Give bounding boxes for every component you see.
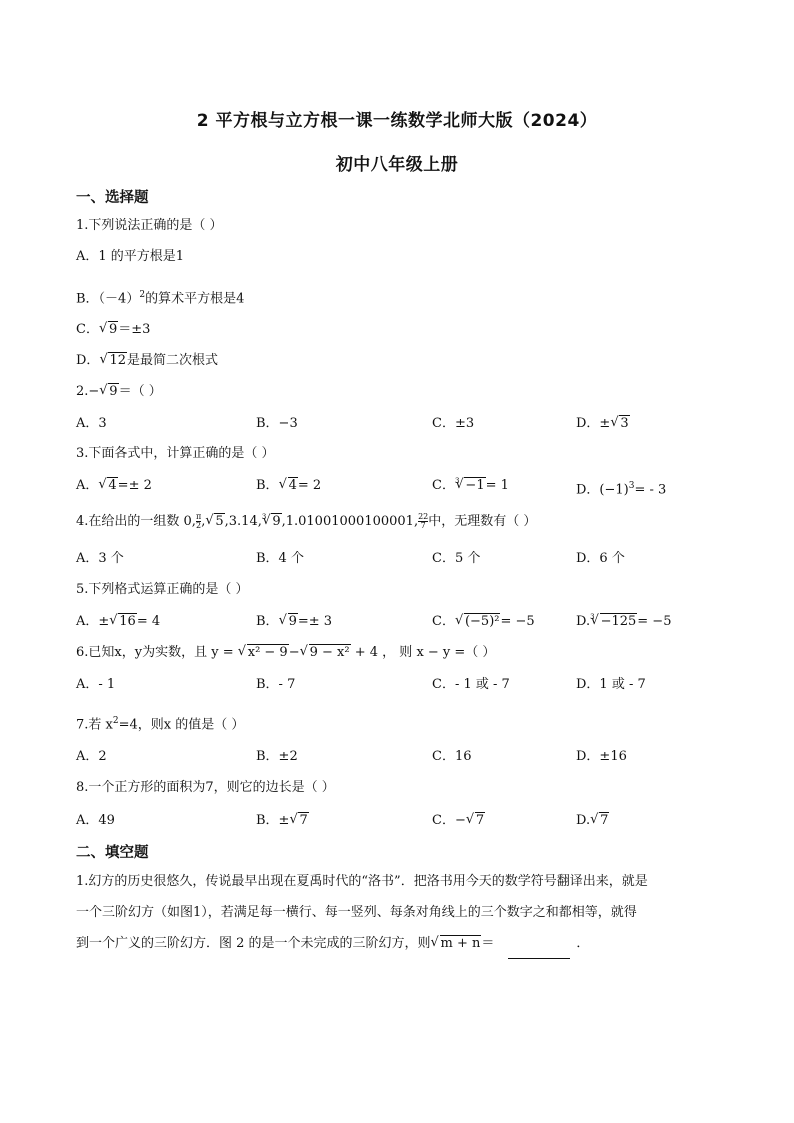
q3-option-d	[576, 476, 666, 500]
q5-b-radical	[279, 612, 298, 632]
question-2-stem	[76, 382, 162, 402]
q7-option-d: D．±16	[576, 749, 627, 764]
q6-option-c: C．- 1 或 - 7	[432, 677, 510, 692]
question-4-stem	[76, 512, 536, 533]
q2-stem-suffix: ＝（ ）	[118, 384, 162, 399]
q1-d-radicand: 12	[109, 353, 126, 368]
q4-fraction-22-over-7	[418, 513, 428, 530]
q6-option-a: A．- 1	[76, 677, 116, 692]
q5-a-radicand: 16	[119, 614, 136, 629]
fill-1-radical	[431, 928, 482, 959]
q2-d-radical	[610, 414, 629, 434]
q7-exponent: 2	[112, 716, 119, 726]
fill-question-1	[76, 866, 726, 959]
q4-cube-root-9	[262, 512, 281, 532]
q5-c-suffix: = −5	[500, 614, 535, 629]
q6-stem-suffix: + 4 ， 则 x − y =（ ）	[354, 645, 496, 660]
q4-stem-suffix: 中，无理数有（ ）	[428, 514, 537, 529]
question-3-stem: 3.下面各式中，计算正确的是（ ）	[76, 446, 275, 461]
question-6-options	[76, 675, 736, 695]
q2-option-a: A．3	[76, 416, 107, 431]
q4-radical-5	[205, 512, 224, 532]
question-6-stem	[76, 643, 495, 663]
fill-1-equals: ＝	[481, 936, 495, 951]
q4-mid-numbers: ,3.14,	[224, 514, 262, 529]
q1-d-radical	[99, 351, 127, 371]
fill-1-line-3	[76, 928, 726, 959]
q3-option-a	[76, 476, 152, 496]
q4-radicand-9: 9	[272, 514, 281, 529]
q3-d-suffix: = - 3	[634, 482, 667, 498]
q3-b-radical	[279, 476, 298, 496]
q8-b-radical	[289, 811, 308, 831]
q2-stem-prefix: 2.−	[76, 384, 100, 399]
q1-c-suffix: ＝±3	[118, 322, 151, 337]
q4-stem-prefix: 4.在给出的一组数 0,	[76, 514, 196, 529]
q5-a-suffix: = 4	[136, 614, 161, 629]
question-2-options	[76, 414, 736, 434]
q8-option-a: A．49	[76, 813, 115, 828]
q5-option-c	[432, 612, 535, 632]
q5-option-a	[76, 612, 160, 632]
question-3-options	[76, 476, 736, 496]
question-7-options	[76, 747, 736, 767]
q4-option-b: B．4 个	[256, 551, 304, 566]
q5-c-radicand: (−5)²	[464, 614, 500, 629]
q6-radical-1	[238, 643, 289, 663]
q6-radicand-1: x² − 9	[247, 645, 288, 660]
q4-frac1-numerator: π	[195, 512, 202, 521]
question-8-options	[76, 811, 736, 831]
q6-minus: −	[288, 645, 300, 660]
q7-option-a: A．2	[76, 749, 107, 764]
q4-radicand-5: 5	[215, 514, 224, 529]
q1-c-radical	[99, 320, 118, 340]
q3-c-suffix: = 1	[485, 478, 509, 493]
question-1-stem: 1.下列说法正确的是（ ）	[76, 218, 223, 233]
q2-option-b: B．−3	[256, 416, 298, 431]
fill-1-line-1: 1.幻方的历史很悠久，传说最早出现在夏禹时代的“洛书”．把洛书用今天的数学符号翻译出来，就是	[76, 874, 648, 889]
q5-a-prefix: A．±	[76, 614, 110, 629]
q5-d-root-index: 3	[590, 613, 595, 621]
q3-d-prefix: D．(−1)	[576, 482, 629, 498]
q5-d-radical	[591, 612, 638, 632]
q2-option-c: C．±3	[432, 416, 475, 431]
q5-b-suffix: =± 3	[297, 614, 333, 629]
q3-a-suffix: =± 2	[117, 478, 152, 493]
question-1-option-b	[76, 285, 244, 309]
q5-d-radicand: −125	[600, 614, 637, 629]
q1-b-suffix: 的算术平方根是4	[145, 291, 245, 307]
q1-d-suffix: 是最简二次根式	[126, 353, 218, 368]
q5-d-suffix: = −5	[637, 614, 672, 629]
section-heading-choice: 一、选择题	[76, 190, 149, 206]
q8-d-prefix: D.	[576, 813, 591, 828]
q5-option-d	[576, 612, 671, 633]
q2-option-d	[576, 414, 630, 434]
fill-1-radicand: m + n	[440, 936, 481, 951]
q3-c-radical	[455, 476, 485, 496]
q3-c-root-index: 3	[454, 477, 460, 485]
fill-1-period: ．	[576, 936, 590, 951]
q8-c-prefix: C．−	[432, 813, 466, 828]
q1-b-exponent: 2	[139, 290, 146, 300]
document-subtitle: 初中八年级上册	[335, 155, 459, 175]
question-1-option-d	[76, 351, 218, 371]
q6-radicand-2: 9 − x²	[309, 645, 350, 660]
q3-a-radicand: 4	[108, 478, 117, 493]
q1-c-prefix: C．	[76, 322, 99, 337]
q3-c-prefix: C．	[432, 478, 455, 493]
q1-d-prefix: D．	[76, 353, 100, 368]
q2-d-prefix: D．±	[576, 416, 611, 431]
section-heading-fill-in: 二、填空题	[76, 845, 149, 861]
q8-b-radicand: 7	[299, 813, 308, 828]
fill-1-line-2: 一个三阶幻方（如图1），若满足每一横行、每一竖列、每条对角线上的三个数字之和都相等，就得	[76, 905, 637, 920]
fill-1-line-3-text: 到一个广义的三阶幻方．图 2 的是一个未完成的三阶幻方，则	[76, 936, 431, 951]
q3-a-prefix: A．	[76, 478, 99, 493]
q6-radical-2	[300, 643, 351, 663]
q5-option-b	[256, 612, 332, 632]
q8-b-prefix: B．±	[256, 813, 290, 828]
q3-c-radicand: −1	[465, 478, 485, 493]
q4-root-index: 3	[261, 513, 267, 521]
q3-b-suffix: = 2	[297, 478, 322, 493]
q8-d-radical	[590, 811, 609, 831]
q4-option-a: A．3 个	[76, 551, 124, 566]
q6-option-b: B．- 7	[256, 677, 296, 692]
q4-frac2-denominator: 7	[420, 521, 426, 530]
q8-option-d	[576, 811, 609, 831]
q2-d-radicand: 3	[620, 416, 629, 431]
q7-stem-prefix: 7.若 x	[76, 717, 113, 733]
fill-1-answer-blank[interactable]	[508, 944, 570, 959]
q8-c-radical	[466, 811, 485, 831]
q4-frac1-denominator: 2	[196, 521, 202, 530]
q4-frac2-numerator: 22	[418, 512, 429, 521]
q6-stem-prefix: 6.已知x，y为实数，且 y =	[76, 645, 234, 660]
q8-option-b	[256, 811, 309, 831]
q8-option-c	[432, 811, 485, 831]
q8-d-radicand: 7	[600, 813, 609, 828]
q5-b-prefix: B．	[256, 614, 279, 629]
question-4-options	[76, 549, 736, 569]
q5-b-radicand: 9	[288, 614, 297, 629]
q4-decimal-number: ,1.01001000100001,	[281, 514, 419, 529]
question-8-stem: 8.一个正方形的面积为7，则它的边长是（ ）	[76, 780, 335, 795]
q3-a-radical	[98, 476, 117, 496]
q3-option-c	[432, 476, 509, 497]
question-5-stem: 5.下列格式运算正确的是（ ）	[76, 582, 249, 597]
q1-c-radicand: 9	[108, 322, 118, 337]
q5-c-prefix: C．	[432, 614, 455, 629]
q2-stem-radicand: 9	[109, 384, 118, 399]
document-title: 2 平方根与立方根一课一练数学北师大版（2024）	[196, 111, 598, 131]
q3-option-b	[256, 476, 321, 496]
q3-d-exponent: 3	[628, 481, 635, 491]
question-1-option-a: A．1 的平方根是1	[76, 249, 185, 264]
q6-option-d: D．1 或 - 7	[576, 677, 646, 692]
q4-option-d: D．6 个	[576, 551, 625, 566]
q4-option-c: C．5 个	[432, 551, 481, 566]
q5-c-radical	[455, 612, 501, 632]
q2-stem-radical	[99, 382, 118, 402]
q5-a-radical	[109, 612, 137, 632]
q7-stem-suffix: =4，则x 的值是（ ）	[118, 717, 245, 733]
q3-b-prefix: B．	[256, 478, 279, 493]
q7-option-c: C．16	[432, 749, 472, 764]
question-5-options	[76, 612, 736, 632]
question-7-stem	[76, 711, 244, 735]
q7-option-b: B．±2	[256, 749, 298, 764]
q3-b-radicand: 4	[288, 478, 297, 493]
q1-b-prefix: B．（－4）	[76, 291, 140, 307]
q5-d-prefix: D.	[576, 614, 591, 629]
question-1-option-c	[76, 320, 150, 340]
q8-c-radicand: 7	[475, 813, 485, 828]
q4-separator: ,	[201, 514, 206, 529]
